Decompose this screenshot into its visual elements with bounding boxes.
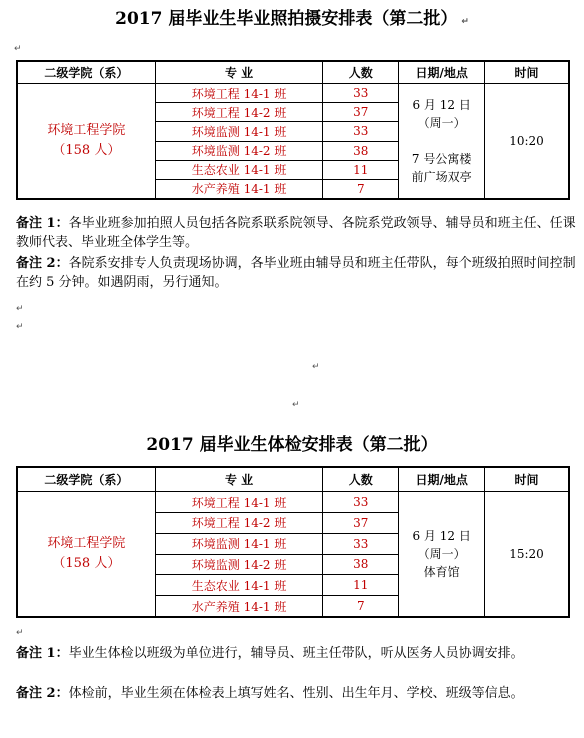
header-time: 时间 <box>485 62 569 84</box>
major-cell: 生态农业 14-1 班 <box>155 160 323 179</box>
college-cell: 环境工程学院 （158 人） <box>18 84 156 199</box>
header-date-place: 日期/地点 <box>399 62 485 84</box>
count-cell: 37 <box>323 512 399 533</box>
major-cell: 环境监测 14-2 班 <box>155 141 323 160</box>
count-cell: 38 <box>323 554 399 575</box>
major-cell: 环境工程 14-2 班 <box>155 512 323 533</box>
header-time: 时间 <box>485 468 569 492</box>
count-cell: 7 <box>323 179 399 198</box>
exam-note-1: 备注 1：毕业生体检以班级为单位进行，辅导员、班主任带队，听从医务人员协调安排。 <box>16 646 524 661</box>
date-place-cell: 6 月 12 日 （周一） 体育馆 <box>399 492 485 617</box>
count-cell: 11 <box>323 575 399 596</box>
schedule-title-photo: 2017 届毕业生毕业照拍摄安排表（第二批） ↵ <box>115 9 469 29</box>
table-row <box>18 84 569 103</box>
major-cell: 水产养殖 14-1 班 <box>155 596 323 617</box>
time-cell: 10:20 <box>485 84 569 199</box>
paragraph-mark: ↵ <box>16 628 24 638</box>
major-cell: 环境工程 14-1 班 <box>155 84 323 103</box>
paragraph-mark: ↵ <box>312 362 320 372</box>
header-college: 二级学院（系） <box>18 62 156 84</box>
photo-note-1: 备注 1：各毕业班参加拍照人员包括各院系联系院领导、各院系党政领导、辅导员和班主任、任课教师代表、毕业班全体学生等。 <box>16 216 576 250</box>
schedule-title-exam: 2017 届毕业生体检安排表（第二批） <box>146 435 438 455</box>
header-count: 人数 <box>323 468 399 492</box>
time-cell: 15:20 <box>485 492 569 617</box>
header-major: 专 业 <box>155 62 323 84</box>
count-cell: 37 <box>323 103 399 122</box>
header-date-place: 日期/地点 <box>399 468 485 492</box>
count-cell: 33 <box>323 533 399 554</box>
college-cell: 环境工程学院 （158 人） <box>18 492 156 617</box>
count-cell: 38 <box>323 141 399 160</box>
count-cell: 7 <box>323 596 399 617</box>
paragraph-mark: ↵ <box>16 304 24 314</box>
major-cell: 环境监测 14-2 班 <box>155 554 323 575</box>
header-major: 专 业 <box>155 468 323 492</box>
count-cell: 33 <box>323 122 399 141</box>
photo-note-2: 备注 2：各院系安排专人负责现场协调，各毕业班由辅导员和班主任带队，每个班级拍照时间控制在约 5 分钟。如遇阴雨，另行通知。 <box>16 256 576 290</box>
paragraph-mark: ↵ <box>292 400 300 410</box>
major-cell: 生态农业 14-1 班 <box>155 575 323 596</box>
header-count: 人数 <box>323 62 399 84</box>
major-cell: 环境监测 14-1 班 <box>155 533 323 554</box>
paragraph-mark: ↵ <box>16 322 24 332</box>
exam-note-2: 备注 2：体检前，毕业生须在体检表上填写姓名、性别、出生年月、学校、班级等信息。 <box>16 686 524 701</box>
photo-schedule-table <box>16 60 570 200</box>
header-college: 二级学院（系） <box>18 468 156 492</box>
count-cell: 11 <box>323 160 399 179</box>
count-cell: 33 <box>323 492 399 513</box>
paragraph-mark: ↵ <box>14 44 22 54</box>
major-cell: 环境监测 14-1 班 <box>155 122 323 141</box>
exam-schedule-table <box>16 466 570 618</box>
major-cell: 环境工程 14-2 班 <box>155 103 323 122</box>
major-cell: 水产养殖 14-1 班 <box>155 179 323 198</box>
table-row <box>18 492 569 513</box>
date-place-cell: 6 月 12 日 （周一） 7 号公寓楼 前广场双亭 <box>399 84 485 199</box>
major-cell: 环境工程 14-1 班 <box>155 492 323 513</box>
table-header-row <box>18 62 569 84</box>
count-cell: 33 <box>323 84 399 103</box>
table-header-row <box>18 468 569 492</box>
